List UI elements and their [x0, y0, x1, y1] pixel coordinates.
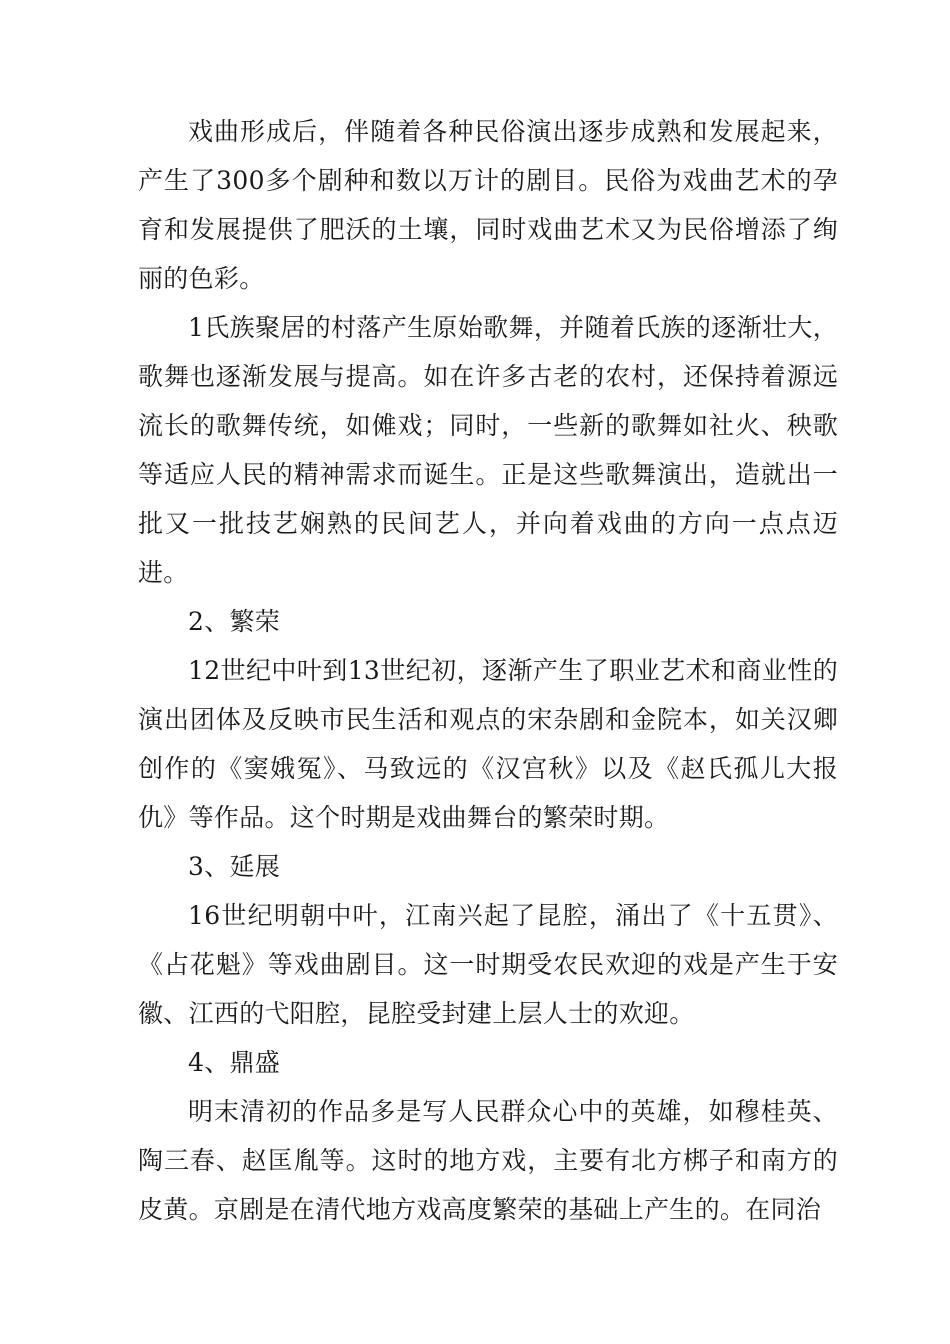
- paragraph-intro: 戏曲形成后，伴随着各种民俗演出逐步成熟和发展起来，产生了300多个剧种和数以万计的剧目。民俗为戏曲艺术的孕育和发展提供了肥沃的土壤，同时戏曲艺术又为民俗增添了绚丽的色彩。: [138, 117, 838, 293]
- paragraph-peak: 明末清初的作品多是写人民群众心中的英雄，如穆桂英、陶三春、赵匡胤等。这时的地方戏，主要有北方梆子和南方的皮黄。京剧是在清代地方戏高度繁荣的基础上产生的。在同治: [138, 1097, 838, 1224]
- section-heading-prosperity: 2、繁荣: [188, 607, 281, 636]
- paragraph-origin: 1氏族聚居的村落产生原始歌舞，并随着氏族的逐渐壮大，歌舞也逐渐发展与提高。如在许多古老的农村，还保持着源远流长的歌舞传统，如傩戏；同时，一些新的歌舞如社火、秧歌等适应人民的精神需求而诞生。正是这些歌舞演出，造就出一批又一批技艺娴熟的民间艺人，并向着戏曲的方向一点点迈进。: [138, 313, 838, 587]
- paragraph-prosperity: 12世纪中叶到13世纪初，逐渐产生了职业艺术和商业性的演出团体及反映市民生活和观点的宋杂剧和金院本，如关汉卿创作的《窦娥冤》、马致远的《汉宫秋》以及《赵氏孤儿大报仇》等作品。这个时期是戏曲舞台的繁荣时期。: [138, 656, 838, 832]
- section-heading-extension: 3、延展: [188, 852, 281, 881]
- paragraph-extension: 16世纪明朝中叶，江南兴起了昆腔，涌出了《十五贯》、《占花魁》等戏曲剧目。这一时期受农民欢迎的戏是产生于安徽、江西的弋阳腔，昆腔受封建上层人士的欢迎。: [138, 901, 838, 1028]
- document-body: [138, 107, 838, 1234]
- section-heading-peak: 4、鼎盛: [188, 1048, 281, 1077]
